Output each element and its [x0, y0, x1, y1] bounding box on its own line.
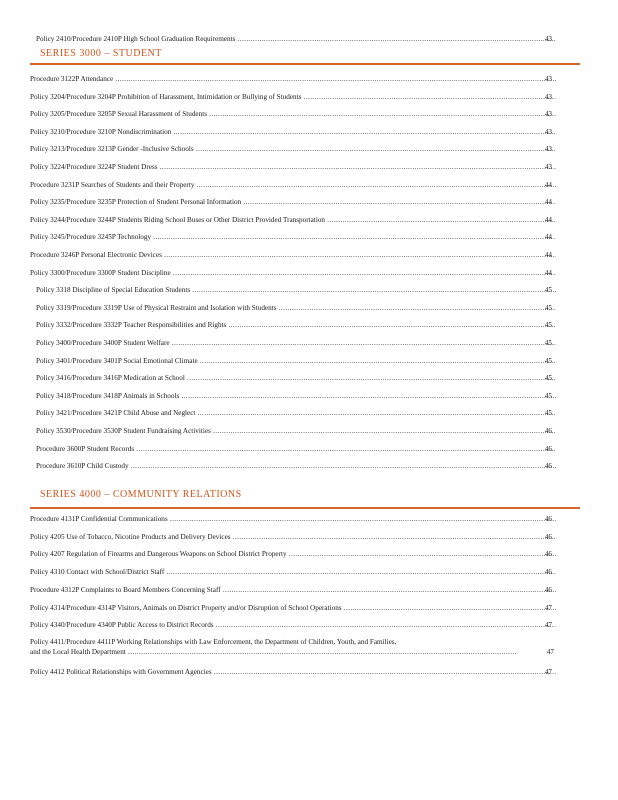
toc-entry-page: 47: [544, 603, 552, 612]
toc-entry-text: Policy 3318 Discipline of Special Education Students .....: [36, 284, 556, 296]
toc-entry-text: Policy 3244/Procedure 3244P Students Riding School Buses or Other District Provided Transportation .....: [30, 214, 556, 226]
toc-entry[interactable]: [0, 196, 618, 208]
toc-entry-text: Policy 2410/Procedure 2410P High School Graduation Requirements .....: [36, 33, 556, 45]
toc-entry-page: 45: [544, 339, 552, 347]
toc-entry-page: 47: [546, 648, 554, 656]
series-4000-heading: SERIES 4000 – COMMUNITY RELATIONS: [40, 489, 242, 500]
toc-entry-text: Procedure 3122P Attendance .....: [30, 73, 556, 85]
toc-entry[interactable]: [0, 284, 618, 296]
toc-entry-page: 44: [544, 198, 552, 207]
toc-entry[interactable]: [0, 531, 618, 543]
toc-entry[interactable]: [0, 425, 618, 437]
toc-entry[interactable]: [0, 355, 618, 367]
toc-entry-page: 45: [544, 374, 552, 383]
toc-entry-text-line1: Policy 4411/Procedure 4411P Working Relationships with Law Enforcement, the Department of Children, Youth, and Families,: [30, 638, 397, 646]
toc-entry-page: 44: [544, 268, 552, 277]
toc-entry[interactable]: [0, 231, 618, 243]
toc-entry[interactable]: [0, 249, 618, 261]
toc-entry[interactable]: [0, 302, 618, 314]
section-divider: [30, 63, 580, 65]
toc-entry-text: Policy 4412 Political Relationships with Government Agencies .....: [30, 666, 556, 678]
toc-entry[interactable]: [0, 584, 618, 596]
toc-entry[interactable]: [0, 460, 618, 472]
toc-entry-page: 43: [544, 110, 552, 119]
toc-entry[interactable]: [0, 407, 618, 419]
toc-entry-page: 43: [544, 92, 552, 101]
toc-entry-text: Policy 3421/Procedure 3421P Child Abuse and Neglect .....: [36, 407, 556, 419]
toc-entry-page: 46: [544, 532, 552, 541]
toc-entry-page: 46: [544, 427, 552, 435]
toc-entry-text: Procedure 4131P Confidential Communications .....: [30, 513, 556, 525]
toc-entry-text: Policy 3235/Procedure 3235P Protection of Student Personal Information .....: [30, 196, 556, 208]
toc-entry-page: 43: [544, 145, 552, 154]
toc-entry[interactable]: [0, 179, 618, 191]
toc-entry-page: 45: [544, 409, 552, 418]
toc-entry[interactable]: [0, 619, 618, 631]
toc-entry-page: 43: [544, 127, 552, 136]
toc-entry-page: 44: [544, 180, 552, 189]
toc-entry-page: 45: [544, 356, 552, 365]
toc-entry[interactable]: [0, 566, 618, 578]
toc-entry[interactable]: [0, 91, 618, 103]
toc-entry[interactable]: [0, 319, 618, 331]
toc-entry-page: 44: [544, 251, 552, 259]
toc-entry-text: Policy 3319/Procedure 3319P Use of Physical Restraint and Isolation with Students .....: [36, 302, 556, 314]
toc-entry-text: Policy 4314/Procedure 4314P Visitors, Animals on District Property and/or Disruption of School Operations .....: [30, 602, 556, 614]
section-divider: [30, 507, 580, 509]
toc-entry[interactable]: [0, 602, 618, 614]
toc-entry-text: Policy 3205/Procedure 3205P Sexual Harassment of Students .....: [30, 108, 556, 120]
toc-entry-text: Policy 3210/Procedure 3210P Nondiscrimination .....: [30, 126, 556, 138]
toc-entry-page: 45: [544, 303, 552, 312]
toc-entry-text: Procedure 3246P Personal Electronic Devices .....: [30, 249, 556, 261]
toc-entry[interactable]: [0, 143, 618, 155]
toc-entry-text: Policy 3204/Procedure 3204P Prohibition of Harassment, Intimidation or Bullying of Students .....: [30, 91, 556, 103]
toc-entry-text: Policy 3401/Procedure 3401P Social Emotional Climate .....: [36, 355, 556, 367]
toc-entry[interactable]: [0, 214, 618, 226]
toc-entry[interactable]: [0, 372, 618, 384]
toc-entry-text: Procedure 3600P Student Records .....: [36, 443, 556, 455]
toc-entry[interactable]: [0, 390, 618, 402]
toc-entry-page: 44: [544, 215, 552, 224]
toc-entry-page: 47: [544, 668, 552, 676]
toc-entry-page: 46: [544, 568, 552, 577]
toc-entry[interactable]: [0, 443, 618, 455]
toc-entry-text: Policy 3213/Procedure 3213P Gender -Inclusive Schools .....: [30, 143, 556, 155]
toc-entry-page: 46: [544, 444, 552, 453]
toc-entry-text: Policy 4207 Regulation of Firearms and Dangerous Weapons on School District Property .....: [30, 548, 556, 560]
toc-entry-text: Policy 3245/Procedure 3245P Technology .....: [30, 231, 556, 243]
toc-entry-text: Policy 4205 Use of Tobacco, Nicotine Products and Delivery Devices .....: [30, 531, 556, 543]
toc-entry[interactable]: [0, 548, 618, 560]
toc-entry-text: Policy 4340/Procedure 4340P Public Access to District Records .....: [30, 619, 556, 631]
toc-entry-page: 47: [544, 621, 552, 630]
toc-entry-page: 45: [544, 321, 552, 330]
toc-entry-page: 46: [544, 585, 552, 594]
toc-entry-page: 45: [544, 286, 552, 295]
toc-entry-page: 46: [544, 462, 552, 471]
toc-entry-text: Procedure 3231P Searches of Students and their Property .....: [30, 179, 556, 191]
toc-entry[interactable]: [0, 126, 618, 138]
toc-entry-text: Policy 3416/Procedure 3416P Medication at School .....: [36, 372, 556, 384]
toc-entry-wrapped[interactable]: [30, 637, 554, 657]
toc-entry-page: 45: [544, 391, 552, 400]
toc-entry-text: Policy 3300/Procedure 3300P Student Discipline .....: [30, 267, 556, 279]
toc-entry-text-line2: and the Local Health Department .....: [30, 647, 516, 657]
toc-entry-text: Policy 3418/Procedure 3418P Animals in Schools .....: [36, 390, 556, 402]
toc-entry-text: Policy 3400/Procedure 3400P Student Welfare .....: [36, 337, 556, 349]
toc-entry[interactable]: [0, 161, 618, 173]
toc-entry-page: 43: [544, 35, 552, 43]
toc-entry-page: 46: [544, 515, 552, 523]
toc-entry[interactable]: [0, 108, 618, 120]
toc-entry-page: 43: [544, 75, 552, 83]
toc-entry[interactable]: [0, 666, 618, 678]
toc-entry[interactable]: [0, 267, 618, 279]
toc-entry-text: Policy 4310 Contact with School/District Staff .....: [30, 566, 556, 578]
toc-entry-page: 46: [544, 550, 552, 559]
toc-entry-page: 44: [544, 233, 552, 242]
toc-entry[interactable]: [0, 513, 618, 525]
toc-entry[interactable]: [0, 33, 618, 45]
toc-entry-text: Procedure 3610P Child Custody .....: [36, 460, 556, 472]
toc-entry-text: Policy 3332/Procedure 3332P Teacher Responsibilities and Rights .....: [36, 319, 556, 331]
toc-entry-text: Procedure 4312P Complaints to Board Members Concerning Staff .....: [30, 584, 556, 596]
series-3000-heading: SERIES 3000 – STUDENT: [40, 48, 162, 59]
toc-entry[interactable]: [0, 337, 618, 349]
toc-entry-text: Policy 3224/Procedure 3224P Student Dress .....: [30, 161, 556, 173]
toc-entry-text: Policy 3530/Procedure 3530P Student Fundraising Activities .....: [36, 425, 556, 437]
toc-entry-page: 43: [544, 163, 552, 171]
toc-entry[interactable]: [0, 73, 618, 85]
